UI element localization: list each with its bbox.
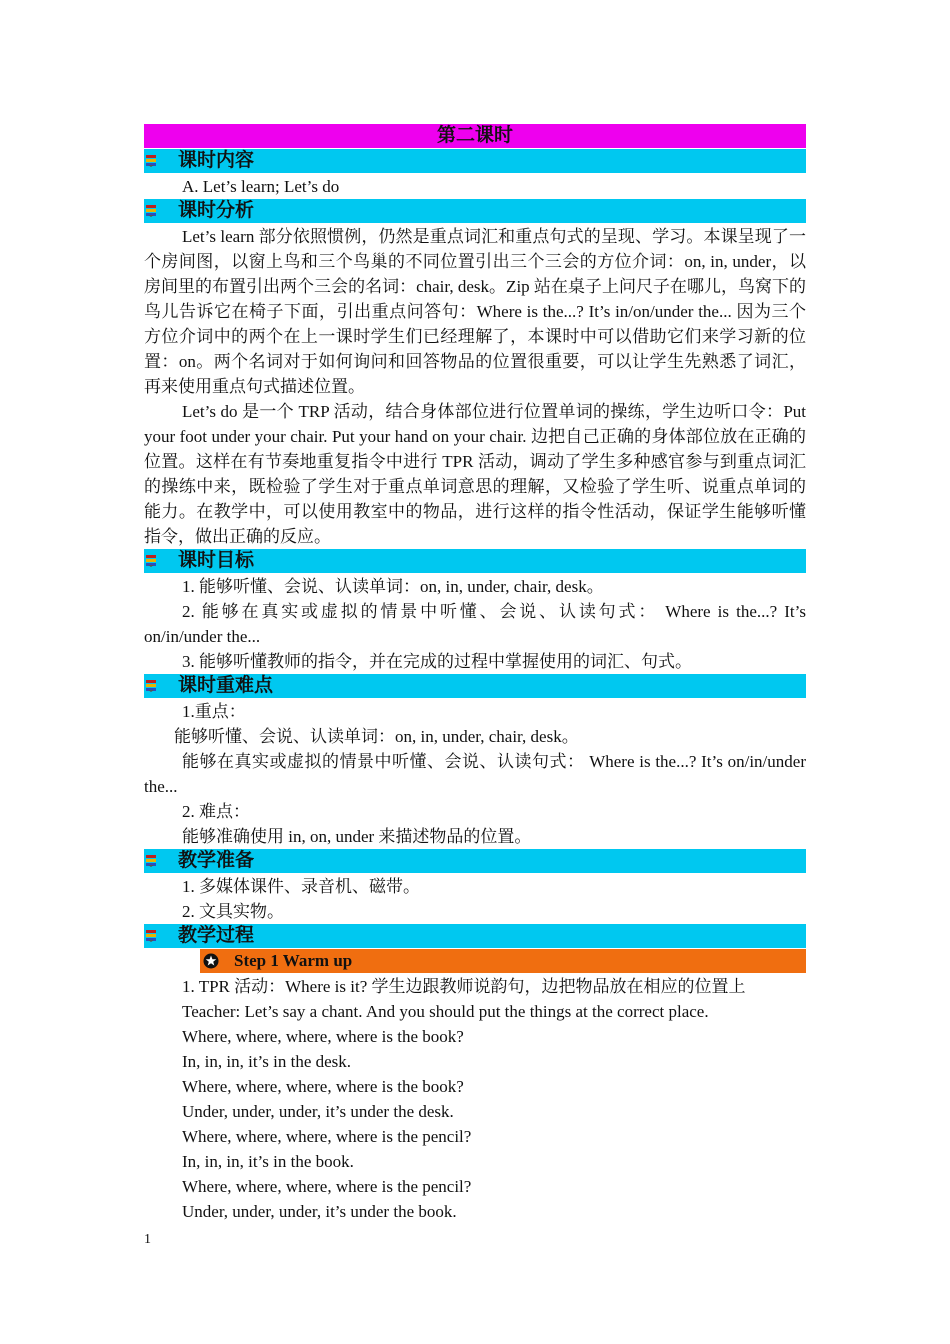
document-body xyxy=(144,124,806,1224)
book-stack-icon xyxy=(145,154,157,168)
analysis-paragraph: Let’s learn 部分依照惯例，仍然是重点词汇和重点句式的呈现、学习。本课呈现了一个房间图，以窗上鸟和三个鸟巢的不同位置引出三个三会的方位介词：on, in, under，以房间里的布置引出两个三会的名词：chair, desk。Zip 站在桌子上问尺子在哪儿，鸟窝下的鸟儿告诉它在椅子下面，引出重点问答句：Where is the...? It’s in/on/under the... 因为三个方位介词中的两个在上一课时学生们已经理解了，本课时中可以借助它们来学习新的位置：on。两个名词对于如何询问和回答物品的位置很重要，可以让学生先熟悉了词汇，再来使用重点句式描述位置。 xyxy=(144,227,806,396)
section-header-prep xyxy=(144,849,806,873)
process-line: Under, under, under, it’s under the book. xyxy=(182,1202,457,1221)
process-line: Under, under, under, it’s under the desk. xyxy=(182,1102,454,1121)
prep-item: 1. 多媒体课件、录音机、磁带。 xyxy=(182,877,420,896)
book-stack-icon xyxy=(145,679,157,693)
key-label: 1.重点： xyxy=(182,702,246,721)
book-stack-icon xyxy=(145,854,157,868)
key-line: 能够在真实或虚拟的情景中听懂、会说、认读句式： Where is the...? It’s on/in/under the... xyxy=(144,752,806,796)
section-heading: 课时重难点 xyxy=(178,675,274,696)
page-title: 第二课时 xyxy=(144,124,806,148)
key-line: 能够听懂、会说、认读单词：on, in, under, chair, desk。 xyxy=(174,727,579,746)
book-stack-icon xyxy=(145,554,157,568)
book-stack-icon xyxy=(145,204,157,218)
section-header-content xyxy=(144,149,806,173)
difficult-line: 能够准确使用 in, on, under 来描述物品的位置。 xyxy=(182,827,532,846)
goal-item: 1. 能够听懂、会说、认读单词：on, in, under, chair, desk。 xyxy=(182,577,604,596)
prep-item: 2. 文具实物。 xyxy=(182,902,284,921)
process-line: Where, where, where, where is the book? xyxy=(182,1077,464,1096)
section-heading: 教学准备 xyxy=(178,850,255,871)
section-header-keypoints xyxy=(144,674,806,698)
section-header-process xyxy=(144,924,806,948)
process-line: In, in, in, it’s in the book. xyxy=(182,1152,354,1171)
goal-item: 2. 能够在真实或虚拟的情景中听懂、会说、认读句式： Where is the...? It’s on/in/under the... xyxy=(144,602,806,646)
process-line: Where, where, where, where is the pencil? xyxy=(182,1127,472,1146)
process-line: Teacher: Let’s say a chant. And you should put the things at the correct place. xyxy=(182,1002,709,1021)
process-line: Where, where, where, where is the book? xyxy=(182,1027,464,1046)
section-header-analysis xyxy=(144,199,806,223)
book-stack-icon xyxy=(145,929,157,943)
process-line: In, in, in, it’s in the desk. xyxy=(182,1052,352,1071)
goal-item: 3. 能够听懂教师的指令，并在完成的过程中掌握使用的词汇、句式。 xyxy=(182,652,692,671)
section-heading: 课时目标 xyxy=(178,550,255,571)
process-line: 1. TPR 活动：Where is it? 学生边跟教师说韵句，边把物品放在相应的位置上 xyxy=(182,977,746,996)
difficult-label: 2. 难点： xyxy=(182,802,250,821)
star-circle-icon xyxy=(203,953,219,969)
section-header-goals xyxy=(144,549,806,573)
content-line: A. Let’s learn; Let’s do xyxy=(182,177,340,196)
process-line: Where, where, where, where is the pencil? xyxy=(182,1177,472,1196)
page-number: 1 xyxy=(144,1232,151,1247)
step-header xyxy=(200,949,806,973)
section-heading: 课时分析 xyxy=(178,200,255,221)
section-heading: 教学过程 xyxy=(178,925,255,946)
section-heading: 课时内容 xyxy=(178,150,255,171)
step-label: Step 1 Warm up xyxy=(234,951,353,970)
analysis-paragraph: Let’s do 是一个 TRP 活动，结合身体部位进行位置单词的操练，学生边听口令：Put your foot under your chair. Put your hand on your chair. 边把自己正确的身体部位放在正确的位置。这样在有节奏地重复指令中进行 TPR 活动，调动了学生多种感官参与到重点词汇的操练中来，既检验了学生对于重点单词意思的理解，又检验了学生听、说重点单词的能力。在教学中，可以使用教室中的物品，进行这样的指令性活动，保证学生能够听懂指令，做出正确的反应。 xyxy=(144,402,806,546)
